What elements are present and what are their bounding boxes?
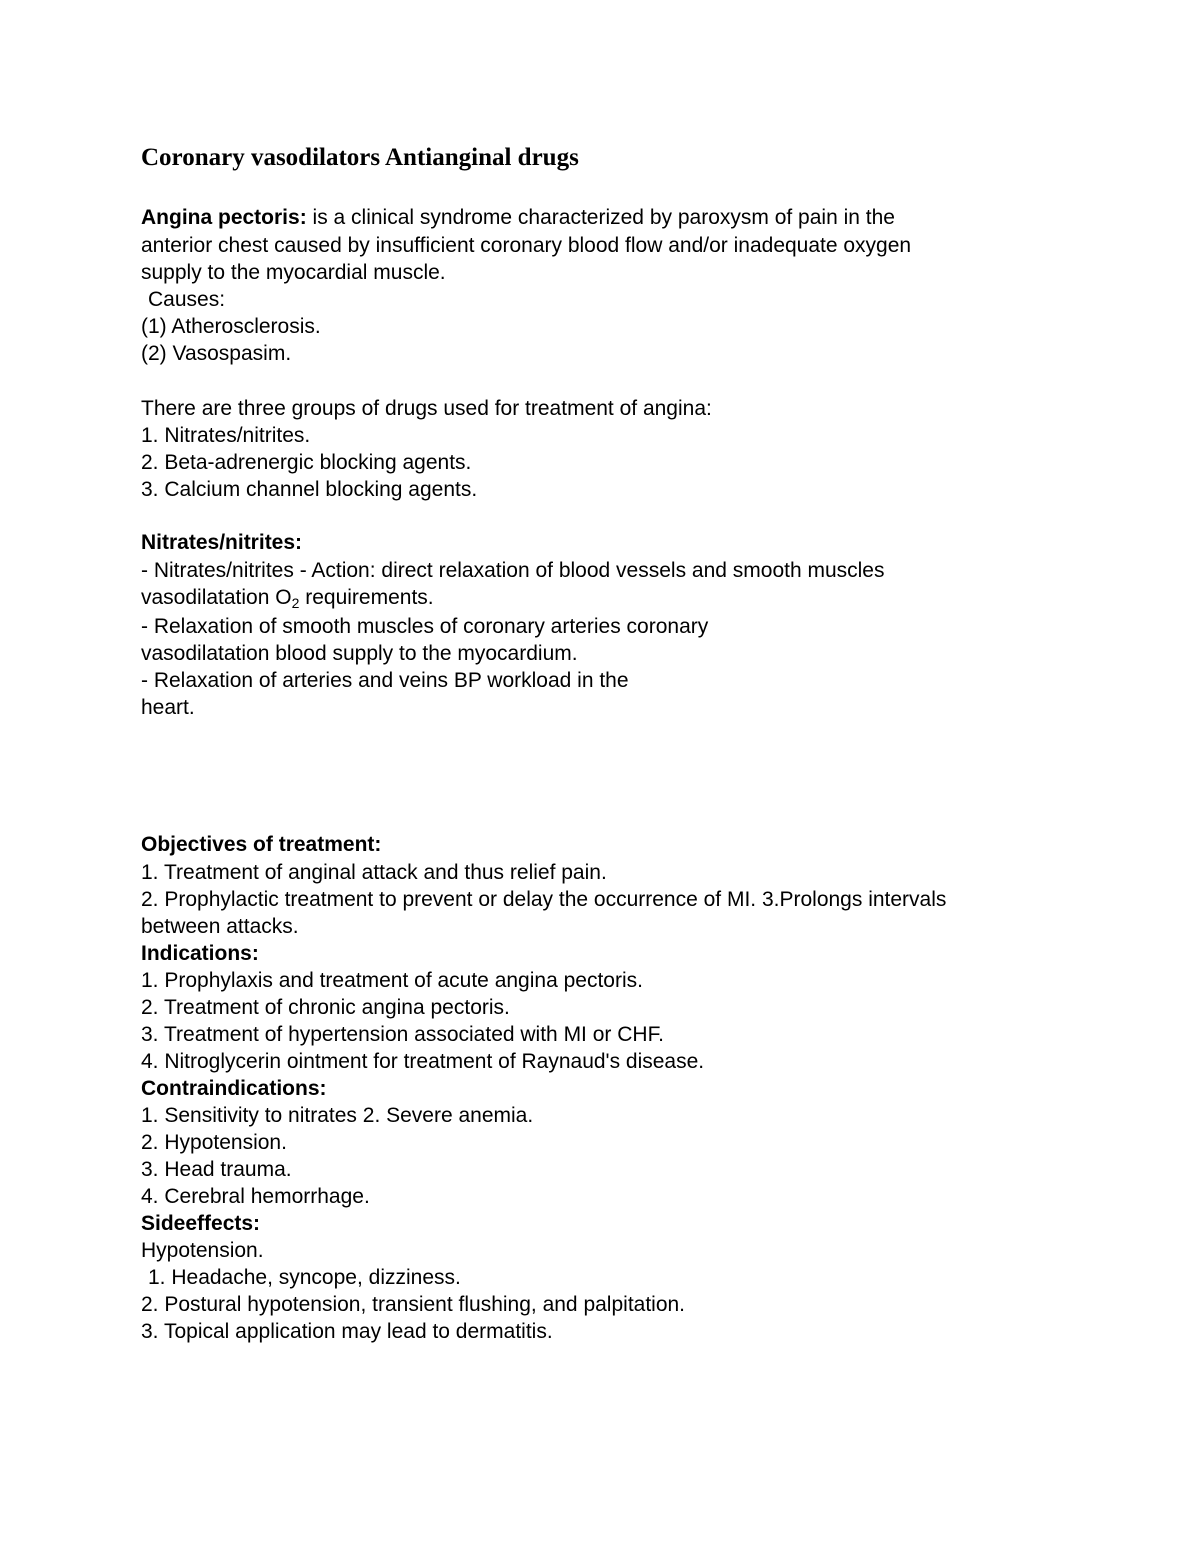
oxygen-subscript: 2 — [291, 595, 300, 611]
nitrates-line-3: - Relaxation of smooth muscles of coronary arteries coronary — [141, 615, 709, 638]
group-item: 1. Nitrates/nitrites. — [141, 424, 311, 447]
contraindication-item: 4. Cerebral hemorrhage. — [141, 1185, 370, 1208]
nitrates-line-4: vasodilatation blood supply to the myocardium. — [141, 642, 578, 665]
angina-term: Angina pectoris: — [141, 206, 307, 229]
sideeffect-item: Hypotension. — [141, 1239, 264, 1262]
document-title: Coronary vasodilators Antianginal drugs — [141, 144, 579, 171]
group-item: 2. Beta-adrenergic blocking agents. — [141, 451, 472, 474]
contraindication-item: 1. Sensitivity to nitrates 2. Severe anemia. — [141, 1104, 534, 1127]
sideeffect-item: 1. Headache, syncope, dizziness. — [148, 1266, 461, 1289]
indication-item: 3. Treatment of hypertension associated with MI or CHF. — [141, 1023, 664, 1046]
sideeffect-item: 3. Topical application may lead to dermatitis. — [141, 1320, 553, 1343]
indications-heading: Indications: — [141, 942, 259, 965]
nitrates-line-2-text: vasodilatation O — [141, 586, 292, 609]
objectives-heading: Objectives of treatment: — [141, 833, 382, 856]
nitrates-heading: Nitrates/nitrites: — [141, 531, 303, 554]
nitrates-line-6: heart. — [141, 696, 195, 719]
causes-label: Causes: — [148, 288, 226, 311]
contraindication-item: 2. Hypotension. — [141, 1131, 287, 1154]
nitrates-line-5: - Relaxation of arteries and veins BP workload in the — [141, 669, 629, 692]
angina-definition-line-3: supply to the myocardial muscle. — [141, 261, 446, 284]
sideeffects-heading: Sideeffects: — [141, 1212, 261, 1235]
objectives-line: 2. Prophylactic treatment to prevent or delay the occurrence of MI. 3.Prolongs intervals — [141, 888, 947, 911]
sideeffect-item: 2. Postural hypotension, transient flushing, and palpitation. — [141, 1293, 686, 1316]
contraindication-item: 3. Head trauma. — [141, 1158, 292, 1181]
nitrates-line-2-end: requirements. — [299, 586, 434, 609]
nitrates-line-1: - Nitrates/nitrites - Action: direct relaxation of blood vessels and smooth muscles — [141, 559, 885, 582]
cause-item: (1) Atherosclerosis. — [141, 315, 321, 338]
indication-item: 4. Nitroglycerin ointment for treatment of Raynaud's disease. — [141, 1050, 705, 1073]
groups-intro: There are three groups of drugs used for treatment of angina: — [141, 397, 712, 420]
angina-definition-line-1 — [141, 204, 895, 231]
indication-item: 1. Prophylaxis and treatment of acute angina pectoris. — [141, 969, 643, 992]
angina-definition-line-2: anterior chest caused by insufficient coronary blood flow and/or inadequate oxygen — [141, 234, 912, 257]
objectives-line: between attacks. — [141, 915, 299, 938]
angina-definition-1: is a clinical syndrome characterized by paroxysm of pain in the — [306, 206, 895, 229]
objectives-line: 1. Treatment of anginal attack and thus relief pain. — [141, 861, 607, 884]
group-item: 3. Calcium channel blocking agents. — [141, 478, 478, 501]
indication-item: 2. Treatment of chronic angina pectoris. — [141, 996, 510, 1019]
cause-item: (2) Vasospasim. — [141, 342, 292, 365]
nitrates-line-2 — [141, 584, 434, 611]
contraindications-heading: Contraindications: — [141, 1077, 327, 1100]
